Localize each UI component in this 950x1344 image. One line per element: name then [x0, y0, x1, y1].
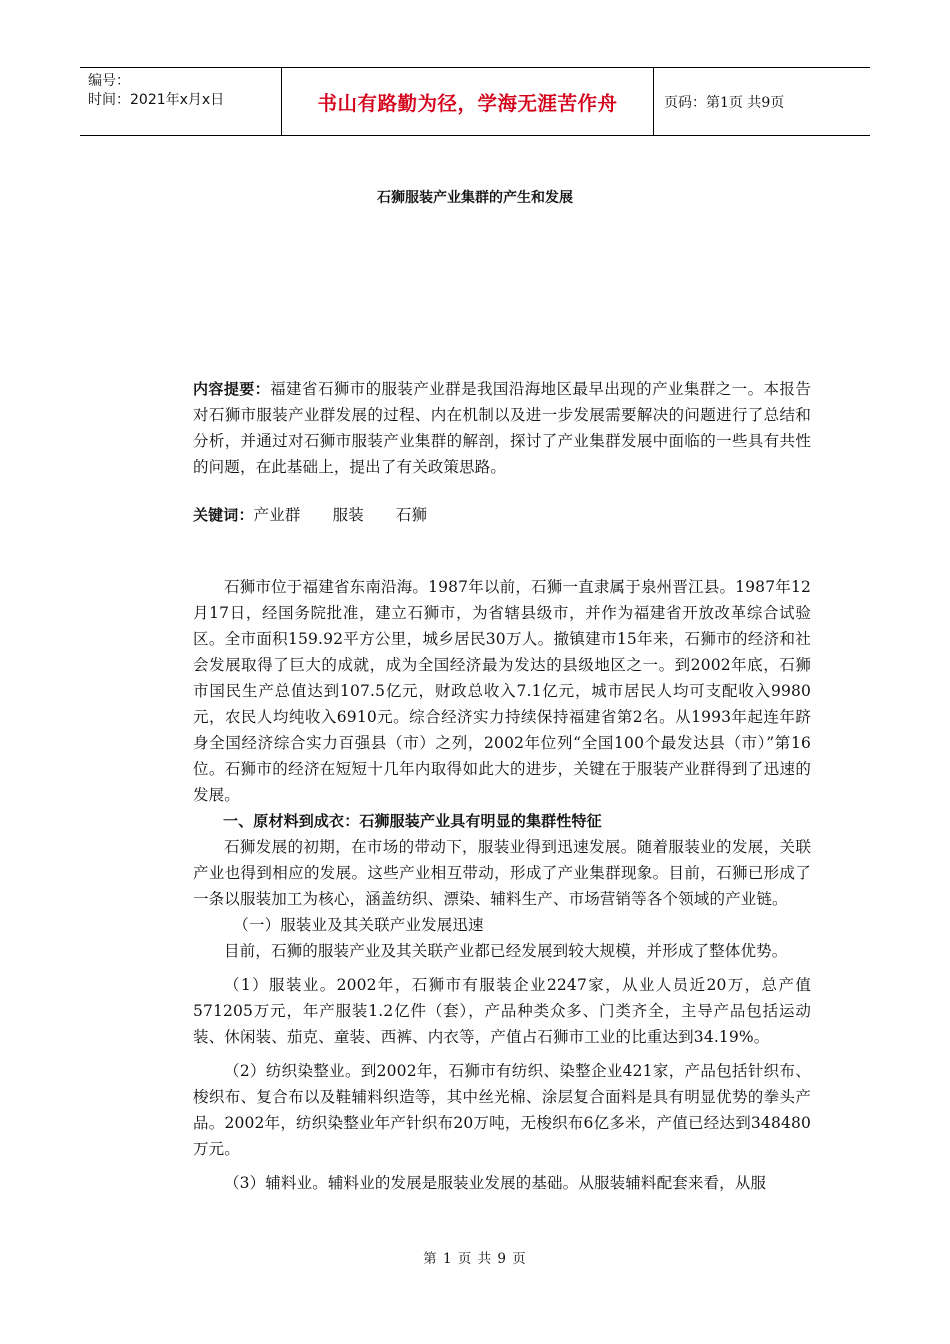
keywords-label: 关键词：	[193, 506, 254, 524]
keyword-item: 服装	[332, 506, 364, 524]
header-page-info: 页码：第1页 共9页	[664, 94, 785, 111]
document-header	[80, 67, 870, 136]
list-item-paragraph: （3）辅料业。辅料业的发展是服装业发展的基础。从服装辅料配套来看，从服	[224, 1174, 767, 1192]
header-motto: 书山有路勤为径，学海无涯苦作舟	[281, 68, 654, 135]
keywords-section	[193, 502, 811, 528]
intro-paragraph: 石狮市位于福建省东南沿海。1987年以前，石狮一直隶属于泉州晋江县。1987年12月17日，经国务院批准，建立石狮市，为省辖县级市，并作为福建省开放改革综合试验区。全市面积159.92平方公里，城乡居民30万人。撤镇建市15年来，石狮市的经济和社会发展取得了巨大的成就，成为全国经济最为发达的县级地区之一。到2002年底，石狮市国民生产总值达到107.5亿元，财政总收入7.1亿元，城市居民人均可支配收入9980元，农民人均纯收入6910元。综合经济实力持续保持福建省第2名。从1993年起连年跻身全国经济综合实力百强县（市）之列，2002年位列“全国100个最发达县（市）”第16位。石狮市的经济在短短十几年内取得如此大的进步，关键在于服装产业群得到了迅速的发展。	[193, 578, 811, 804]
list-item-paragraph: （2）纺织染整业。到2002年，石狮市有纺织、染整企业421家，产品包括针织布、梭织布、复合布以及鞋辅料织造等，其中丝光棉、涂层复合面料是具有明显优势的拳头产品。2002年，纺织染整业年产针织布20万吨，无梭织布6亿多米，产值已经达到348480万元。	[193, 1062, 811, 1158]
body-text	[193, 574, 811, 1196]
page-footer: 第 1 页 共 9 页	[423, 1251, 527, 1267]
list-item-paragraph: （1）服装业。2002年，石狮市有服装企业2247家，从业人员近20万，总产值571205万元，年产服装1.2亿件（套），产品种类众多、门类齐全，主导产品包括运动装、休闲装、茄克、童装、西裤、内衣等，产值占石狮市工业的比重达到34.19%。	[193, 976, 811, 1046]
section-paragraph: 石狮发展的初期，在市场的带动下，服装业得到迅速发展。随着服装业的发展，关联产业也得到相应的发展。这些产业相互带动，形成了产业集群现象。目前，石狮已形成了一条以服装加工为核心，涵盖纺织、漂染、辅料生产、市场营销等各个领域的产业链。	[193, 838, 811, 908]
subsection-paragraph: 目前，石狮的服装产业及其关联产业都已经发展到较大规模，并形成了整体优势。	[224, 942, 788, 960]
section-heading: 一、原材料到成衣：石狮服装产业具有明显的集群性特征	[223, 812, 602, 830]
document-number-label: 编号：	[88, 73, 130, 89]
document-time-label: 时间：2021年x月x日	[88, 92, 225, 108]
keyword-item: 产业群	[253, 506, 301, 524]
keyword-item: 石狮	[395, 506, 428, 524]
abstract-label: 内容提要：	[193, 380, 271, 398]
abstract-section	[193, 376, 811, 480]
document-title: 石狮服装产业集群的产生和发展	[377, 190, 573, 206]
subsection-heading: （一）服装业及其关联产业发展迅速	[233, 916, 484, 934]
header-meta	[80, 68, 281, 135]
abstract-text: 福建省石狮市的服装产业群是我国沿海地区最早出现的产业集群之一。本报告对石狮市服装产业群发展的过程、内在机制以及进一步发展需要解决的问题进行了总结和分析，并通过对石狮市服装产业集群的解剖，探讨了产业集群发展中面临的一些具有共性的问题，在此基础上，提出了有关政策思路。	[193, 380, 811, 476]
